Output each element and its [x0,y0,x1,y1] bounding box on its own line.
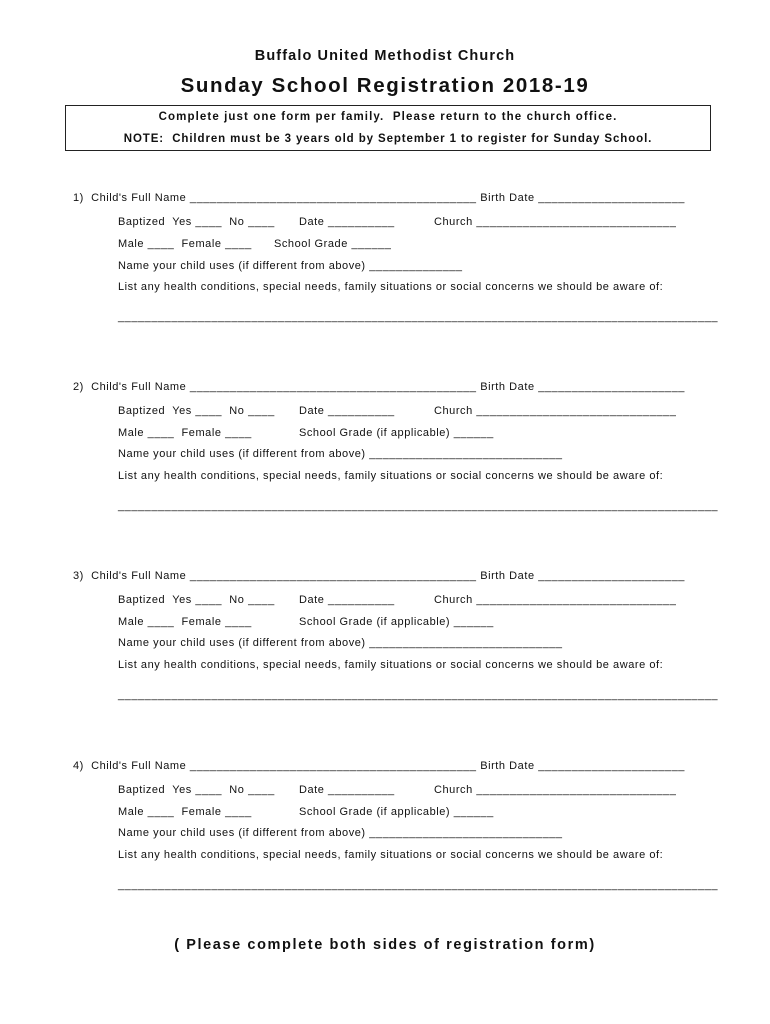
child-2-gender-field[interactable]: Male ____ Female ____ [118,427,252,439]
form-title: Sunday School Registration 2018-19 [180,74,590,97]
child-3-name-field[interactable]: 3) Child's Full Name ___________________________________________ Birth Date ______________________ [73,570,685,582]
child-2-grade-field[interactable]: School Grade (if applicable) ______ [299,427,494,439]
child-2-answer-line[interactable]: __________________________________________________________________________________________ [118,500,719,512]
child-4-gender-field[interactable]: Male ____ Female ____ [118,806,252,818]
child-4-grade-field[interactable]: School Grade (if applicable) ______ [299,806,494,818]
child-3-nickname-field[interactable]: Name your child uses (if different from above) _____________________________ [118,637,563,649]
child-2-baptized-field[interactable]: Baptized Yes ____ No ____ [118,405,275,417]
child-3-answer-line[interactable]: __________________________________________________________________________________________ [118,689,719,701]
child-1-name-field[interactable]: 1) Child's Full Name ___________________________________________ Birth Date ______________________ [73,192,685,204]
child-2-date-field[interactable]: Date __________ [299,405,395,417]
child-3-date-field[interactable]: Date __________ [299,594,395,606]
child-3-health-prompt: List any health conditions, special needs, family situations or social concerns we should be aware of: [118,659,664,671]
child-4-answer-line[interactable]: __________________________________________________________________________________________ [118,879,719,891]
notice-line-1: Complete just one form per family. Please return to the church office. [158,111,618,123]
child-1-church-field[interactable]: Church ______________________________ [434,216,677,228]
closing-note: ( Please complete both sides of registration form) [174,937,596,953]
child-1-health-prompt: List any health conditions, special needs, family situations or social concerns we should be aware of: [118,281,664,293]
child-1-nickname-field[interactable]: Name your child uses (if different from above) ______________ [118,260,463,272]
child-3-baptized-field[interactable]: Baptized Yes ____ No ____ [118,594,275,606]
child-2-name-field[interactable]: 2) Child's Full Name ___________________________________________ Birth Date ______________________ [73,381,685,393]
child-4-church-field[interactable]: Church ______________________________ [434,784,677,796]
notice-line-2: NOTE: Children must be 3 years old by September 1 to register for Sunday School. [123,133,653,145]
child-2-health-prompt: List any health conditions, special needs, family situations or social concerns we should be aware of: [118,470,664,482]
child-1-date-field[interactable]: Date __________ [299,216,395,228]
child-4-baptized-field[interactable]: Baptized Yes ____ No ____ [118,784,275,796]
child-1-gender-field[interactable]: Male ____ Female ____ [118,238,252,250]
child-3-grade-field[interactable]: School Grade (if applicable) ______ [299,616,494,628]
child-2-church-field[interactable]: Church ______________________________ [434,405,677,417]
child-3-church-field[interactable]: Church ______________________________ [434,594,677,606]
child-2-nickname-field[interactable]: Name your child uses (if different from above) _____________________________ [118,448,563,460]
child-4-name-field[interactable]: 4) Child's Full Name ___________________________________________ Birth Date ______________________ [73,760,685,772]
child-3-gender-field[interactable]: Male ____ Female ____ [118,616,252,628]
child-4-nickname-field[interactable]: Name your child uses (if different from above) _____________________________ [118,827,563,839]
church-name: Buffalo United Methodist Church [254,48,516,64]
child-1-answer-line[interactable]: __________________________________________________________________________________________ [118,311,719,323]
child-4-date-field[interactable]: Date __________ [299,784,395,796]
child-4-health-prompt: List any health conditions, special needs, family situations or social concerns we should be aware of: [118,849,664,861]
child-1-grade-field[interactable]: School Grade ______ [274,238,392,250]
child-1-baptized-field[interactable]: Baptized Yes ____ No ____ [118,216,275,228]
